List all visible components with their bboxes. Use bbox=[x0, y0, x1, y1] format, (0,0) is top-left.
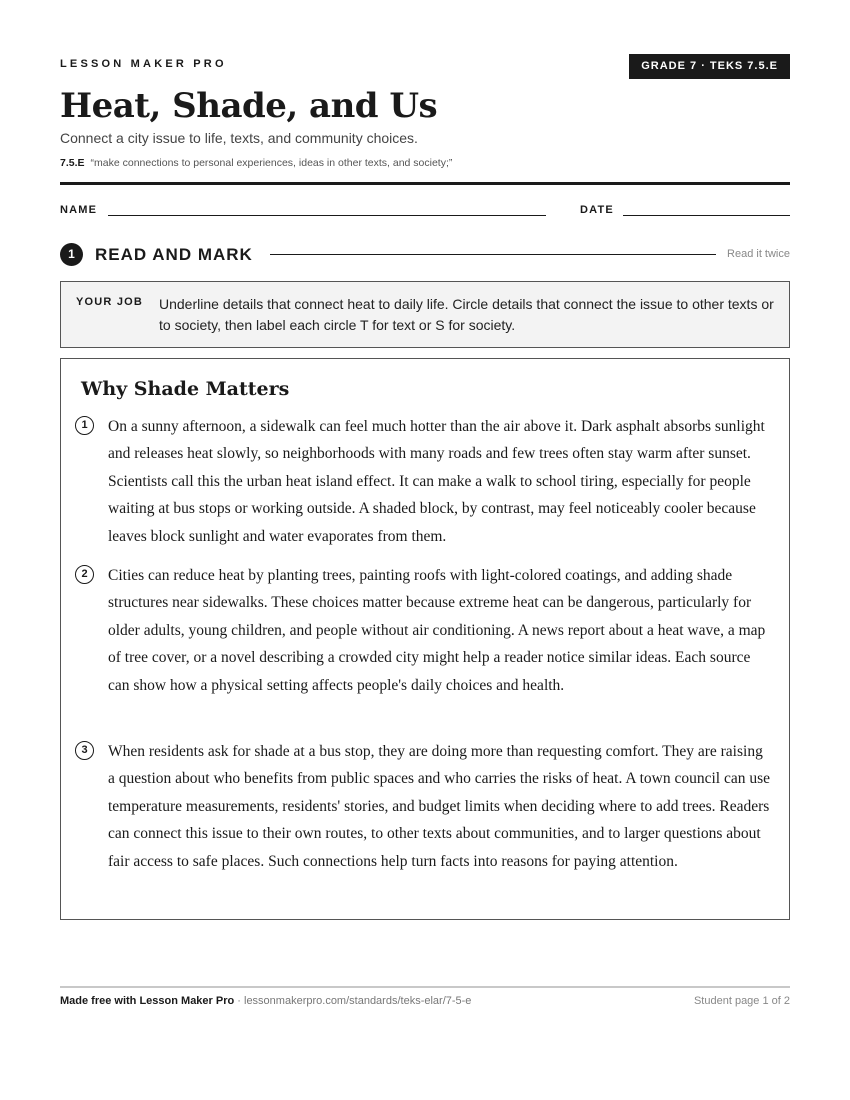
standard-line bbox=[60, 157, 452, 169]
job-label: YOUR JOB bbox=[76, 296, 144, 308]
section-divider bbox=[270, 254, 716, 255]
standard-text: “make connections to personal experiences, ideas in other texts, and society;” bbox=[90, 157, 453, 169]
passage-title: Why Shade Matters bbox=[81, 378, 290, 400]
reading-passage bbox=[60, 358, 790, 920]
footer-separator: · bbox=[234, 995, 244, 1007]
date-field[interactable] bbox=[623, 215, 790, 216]
paragraph-text: On a sunny afternoon, a sidewalk can feel much hotter than the air above it. Dark asphalt absorbs sunlight and releases heat slowly, so neighborhoods with many roads and few trees often stay warm after sunset. Scientists call this the urban heat island effect. It can make a walk to school tiring, especially for people waiting at bus stops or working outside. A shaded block, by contrast, may feel noticeably cooler because leaves block sunlight and water evaporates from them. bbox=[108, 418, 765, 545]
job-text: Underline details that connect heat to daily life. Circle details that connect the issue to other texts or to society, then label each circle T for text or S for society. bbox=[159, 296, 774, 333]
footer-divider bbox=[60, 986, 790, 988]
grade-badge: GRADE 7 · TEKS 7.5.E bbox=[629, 54, 790, 79]
name-label: NAME bbox=[60, 204, 98, 216]
section-note: Read it twice bbox=[727, 248, 790, 260]
section-title: READ AND MARK bbox=[95, 245, 253, 264]
header-divider bbox=[60, 182, 790, 185]
page-subtitle: Connect a city issue to life, texts, and community choices. bbox=[60, 130, 418, 146]
footer-credit bbox=[60, 995, 471, 1007]
paragraph-number-badge: 3 bbox=[75, 741, 94, 760]
paragraph-text: Cities can reduce heat by planting trees, painting roofs with light-colored coatings, and adding shade structures near sidewalks. These choices matter because extreme heat can be dangerous, particularly for older adults, young children, and people without air conditioning. A news report about a heat wave, a map of tree cover, or a novel describing a crowded city might help a reader notice similar ideas. Each source can show how a physical setting affects people's daily choices and health. bbox=[108, 567, 766, 694]
footer-url: lessonmakerpro.com/standards/teks-elar/7-5-e bbox=[244, 995, 472, 1007]
paragraph-number-badge: 2 bbox=[75, 565, 94, 584]
section-number-badge: 1 bbox=[60, 243, 83, 266]
standard-code: 7.5.E bbox=[60, 157, 85, 169]
footer-page-number: Student page 1 of 2 bbox=[693, 995, 790, 1007]
paragraph-number-badge: 1 bbox=[75, 416, 94, 435]
name-field[interactable] bbox=[108, 215, 546, 216]
footer-made-with: Made free with Lesson Maker Pro bbox=[60, 995, 235, 1007]
brand-name: LESSON MAKER PRO bbox=[60, 58, 227, 70]
page-title: Heat, Shade, and Us bbox=[60, 86, 438, 126]
job-instructions-box bbox=[60, 281, 790, 348]
date-label: DATE bbox=[580, 204, 614, 216]
paragraph-text: When residents ask for shade at a bus stop, they are doing more than requesting comfort. They are raising a question about who benefits from public spaces and who carries the risks of heat. A town council can use temperature measurements, residents' stories, and budget limits when deciding where to add trees. Readers can connect this issue to their own routes, to other texts about communities, and to larger questions about fair access to safe places. Such connections help turn facts into reasons for paying attention. bbox=[108, 743, 771, 870]
